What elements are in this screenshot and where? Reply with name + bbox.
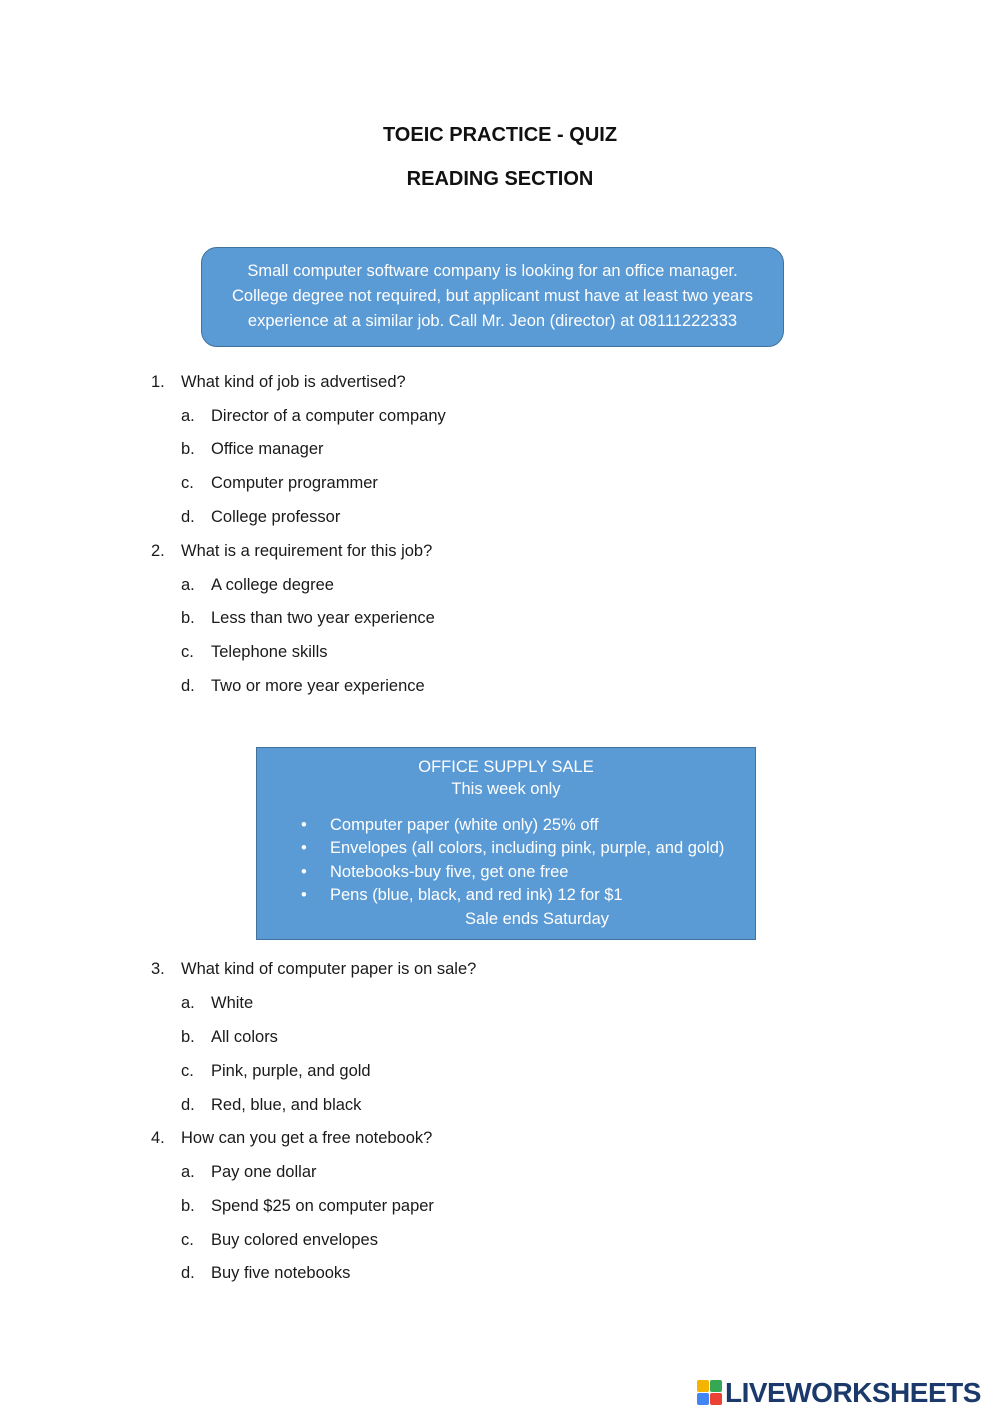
option-text: A college degree [211, 576, 334, 594]
option-letter: b. [181, 609, 195, 627]
liveworksheets-logo-icon [697, 1380, 723, 1406]
option-letter: d. [181, 677, 195, 695]
section-title: READING SECTION [406, 168, 594, 190]
sale-item-list [257, 814, 724, 907]
option-text: Office manager [211, 440, 324, 458]
option-text: Buy five notebooks [211, 1264, 351, 1282]
option-letter: c. [181, 474, 194, 492]
option-text: White [211, 994, 254, 1012]
option-text: Pay one dollar [211, 1163, 317, 1181]
question-number: 3. [151, 960, 165, 978]
question-text: How can you get a free notebook? [181, 1129, 433, 1147]
option-letter: b. [181, 1028, 195, 1046]
option-letter: c. [181, 1231, 194, 1249]
question-text: What is a requirement for this job? [181, 542, 433, 560]
option-text: Pink, purple, and gold [211, 1062, 371, 1080]
option-letter: a. [181, 407, 195, 425]
question-number: 1. [151, 373, 165, 391]
sale-item [257, 861, 724, 884]
option-letter: c. [181, 643, 194, 661]
option-text: College professor [211, 508, 341, 526]
bullet-icon: • [301, 839, 307, 858]
option-letter: d. [181, 508, 195, 526]
sale-item-text: Notebooks-buy five, get one free [330, 862, 569, 881]
option-letter: a. [181, 576, 195, 594]
option-letter: a. [181, 1163, 195, 1181]
sale-footer: Sale ends Saturday [465, 910, 610, 928]
sale-ad-box [256, 747, 756, 940]
sale-item-text: Pens (blue, black, and red ink) 12 for $1 [330, 885, 623, 904]
option-letter: b. [181, 1197, 195, 1215]
sale-item [257, 837, 724, 860]
option-text: Red, blue, and black [211, 1096, 362, 1114]
question-number: 4. [151, 1129, 165, 1147]
job-ad-line: experience at a similar job. Call Mr. Jeon (director) at 08111222333 [247, 312, 738, 330]
sale-subtitle: This week only [451, 780, 561, 798]
job-ad-line: Small computer software company is looking for an office manager. [247, 262, 738, 280]
sale-title: OFFICE SUPPLY SALE [418, 758, 594, 776]
page-title: TOEIC PRACTICE - QUIZ [382, 124, 618, 146]
sale-item [257, 884, 724, 907]
bullet-icon: • [301, 816, 307, 834]
option-text: Telephone skills [211, 643, 328, 661]
sale-item [257, 814, 724, 837]
option-letter: d. [181, 1264, 195, 1282]
question-number: 2. [151, 542, 165, 560]
question-text: What kind of job is advertised? [181, 373, 406, 391]
job-ad-line: College degree not required, but applicant must have at least two years [232, 287, 753, 305]
sale-item-text: Computer paper (white only) 25% off [330, 816, 599, 834]
option-text: Director of a computer company [211, 407, 446, 425]
option-text: Computer programmer [211, 474, 378, 492]
option-text: Less than two year experience [211, 609, 435, 627]
job-ad-box [201, 247, 784, 347]
option-text: Buy colored envelopes [211, 1231, 378, 1249]
option-letter: d. [181, 1096, 195, 1114]
option-text: Two or more year experience [211, 677, 425, 695]
liveworksheets-watermark[interactable] [697, 1378, 993, 1408]
option-letter: b. [181, 440, 195, 458]
option-text: All colors [211, 1028, 278, 1046]
option-letter: c. [181, 1062, 194, 1080]
sale-item-text: Envelopes (all colors, including pink, purple, and gold) [330, 839, 725, 858]
watermark-text: LIVEWORKSHEETS [725, 1377, 981, 1408]
question-text: What kind of computer paper is on sale? [181, 960, 477, 978]
bullet-icon: • [301, 885, 307, 904]
option-text: Spend $25 on computer paper [211, 1197, 434, 1215]
option-letter: a. [181, 994, 195, 1012]
bullet-icon: • [301, 862, 307, 881]
